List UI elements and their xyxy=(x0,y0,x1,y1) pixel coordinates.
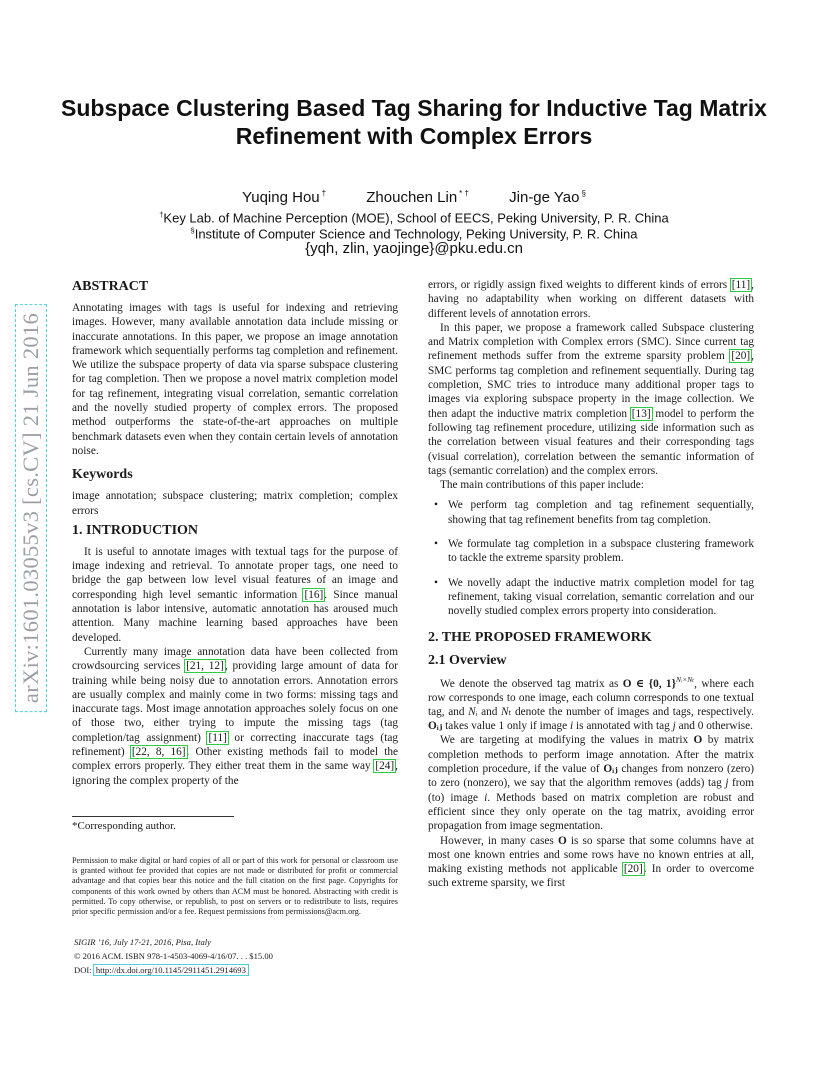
author-name: Jin-ge Yao xyxy=(509,189,580,206)
arxiv-sidebar-stamp xyxy=(14,258,48,758)
author-2 xyxy=(366,189,469,206)
math-oij: Oᵢⱼ xyxy=(428,720,443,733)
citation-link[interactable]: [13] xyxy=(631,407,651,420)
doi-line xyxy=(74,965,248,975)
citation-link[interactable]: [16] xyxy=(304,588,324,601)
overview-paragraph-1: We denote the observed tag matrix as O ∈ {0, 1}$^{Nᵢ\times N_t}$, where each row corresponds to one image, each column corresponds to one textual tag, and Nᵢ and Nₜ denote the number of images and tags, respectively. Oᵢⱼ takes value 1 only if image i is annotated with tag j and 0 otherwise. xyxy=(428,674,754,733)
overview-paragraph-2: We are targeting at modifying the values in matrix O by matrix completion methods to perform image annotation. After the matrix completion procedure, if the value of Oᵢⱼ changes from nonzero (zero) to zero (nonzero), we say that the algorithm removes (adds) tag j from (to) image i. Methods based on matrix completion are robust and efficient since they only operate on the tag matrix, avoiding error propagation from image segmentation. xyxy=(428,734,754,833)
overview-paragraph-3: However, in many cases O is so sparse that some columns have at most one known entries and some rows have no known entries at all, making existing methods not applicable [20]. In order to overcome such extreme sparsity, we first xyxy=(428,834,755,890)
intro-paragraph-3: In this paper, we propose a framework called Subspace clustering and Matrix completion with Complex errors (SMC). Since current tag refinement methods suffer from the extreme sparsity problem [20], SMC performs tag completion and refinement sequentially. During tag completion, SMC tries to introduce many additional proper tags to images via exploring subspace property in the image collection. We then adapt the inductive matrix completion [13] model to perform the following tag refinement procedure, utilizing side information such as the correlation between visual features and their corresponding tags (visual correlation), correlation between the semantic information of tags (semantic correlation) and the complex errors. xyxy=(428,321,754,477)
citation-link[interactable]: [11] xyxy=(731,279,751,291)
affiliation-mark: * † xyxy=(459,189,469,198)
math-superscript: Nᵢ×Nₜ xyxy=(676,674,695,684)
abstract-text: Annotating images with tags is useful for indexing and retrieving images. However, many available annotation data include missing or inaccurate annotations. In this paper, we propose an image annotation framework which sequentially performs tag completion and refinement. We utilize the subspace property of data via sparse subspace clustering for tag completion. Then we propose a novel matrix completion model for tag refinement, integrating visual correlation, semantic correlation and the novelly studied property of complex errors. The proposed method outperforms the state-of-the-art approaches on multiple benchmark datasets even when they contain certain levels of annotation noise. xyxy=(72,302,398,457)
citation-link[interactable]: [20] xyxy=(731,350,751,363)
section-2-heading: 2. THE PROPOSED FRAMEWORK xyxy=(428,629,652,645)
paper-title: Subspace Clustering Based Tag Sharing for Inductive Tag Matrix Refinement with Complex Errors xyxy=(61,95,767,149)
intro-paragraph-1: It is useful to annotate images with textual tags for the purpose of image indexing and retrieval. To annotate proper tags, one need to bridge the gap between low level visual features of an image and corresponding high level semantic information [16]. Since manual annotation is labor intensive, automatic annotation has aroused much attention. Many machine learning based approaches have been developed. xyxy=(72,545,398,644)
citation-link[interactable]: [20] xyxy=(623,863,643,876)
footnote-divider xyxy=(72,816,234,817)
affiliation-1: †Key Lab. of Machine Perception (MOE), School of EECS, Peking University, P. R. China xyxy=(159,210,669,226)
author-3 xyxy=(509,189,586,206)
affiliation-mark: † xyxy=(159,210,164,219)
intro-paragraph-2: Currently many image annotation data have been collected from crowdsourcing services [21, 12], providing large amount of data for training while being noisy due to annotation errors. Annotation errors are usually complex and mainly come in two forms: missing tags and inaccurate tags. Most image annotation approaches solely focus on one of those two, either trying to impute the missing tags (tag completion/tag assignment) [11] or correcting inaccurate tags (tag refinement) [22, 8, 16]. Other existing methods fail to model the complex errors properly. They either treat them in the same way [24], ignoring the complex property of the xyxy=(72,645,399,787)
math-tag-matrix: O ∈ {0, 1} xyxy=(622,677,677,690)
math-nt: Nₜ xyxy=(501,705,512,718)
arxiv-identifier[interactable]: arXiv:1601.03055v3 [cs.CV] 21 Jun 2016 xyxy=(15,304,47,712)
doi-label: DOI: xyxy=(74,965,94,975)
affiliation-mark: § xyxy=(581,189,586,198)
permission-notice: Permission to make digital or hard copies of all or part of this work for personal or classroom use is granted without fee provided that copies are not made or distributed for profit or commercial advantage and that copies bear this notice and the full citation on the first page. Copyrights for components of this work owned by others than ACM must be honored. Abstracting with credit is permitted. To copy otherwise, or republish, to post on servers or to redistribute to lists, requires prior specific permission and/or a fee. Request permissions from permissions@acm.org. xyxy=(72,856,398,917)
keywords-text: image annotation; subspace clustering; matrix completion; complex errors xyxy=(72,490,398,517)
affiliation-mark: † xyxy=(321,189,327,198)
copyright-line: © 2016 ACM. ISBN 978-1-4503-4069-4/16/07. . . $15.00 xyxy=(74,951,273,961)
list-item: • We formulate tag completion in a subspace clustering framework to tackle the extreme sparsity problem. xyxy=(448,537,754,566)
contributions-intro: The main contributions of this paper include: xyxy=(440,479,644,492)
citation-link[interactable]: [21, 12] xyxy=(186,660,224,673)
math-ni: Nᵢ xyxy=(468,705,478,718)
doi-link[interactable]: http://dx.doi.org/10.1145/2911451.2914693 xyxy=(95,965,246,975)
abstract-heading: ABSTRACT xyxy=(72,279,149,294)
right-column xyxy=(428,278,754,891)
author-name: Yuqing Hou xyxy=(242,189,320,206)
list-item: • We perform tag completion and tag refinement sequentially, showing that tag refinement benefits from tag completion. xyxy=(448,498,754,527)
continued-paragraph: errors, or rigidly assign fixed weights to different kinds of errors [11], having no adaptability when working on different datasets with different levels of annotation errors. xyxy=(428,279,754,320)
conference-info: SIGIR ’16, July 17-21, 2016, Pisa, Italy xyxy=(74,937,211,947)
author-1 xyxy=(242,189,326,206)
introduction-heading: 1. INTRODUCTION xyxy=(72,522,199,538)
author-list xyxy=(40,189,788,206)
keywords-heading: Keywords xyxy=(72,467,133,483)
author-name: Zhouchen Lin xyxy=(366,189,458,206)
list-item: • We novelly adapt the inductive matrix completion model for tag refinement, taking visual correlation, semantic correlation and our novelly studied complex errors property into consideration. xyxy=(448,576,754,619)
citation-link[interactable]: [11] xyxy=(208,731,227,744)
affiliation-2: §Institute of Computer Science and Technology, Peking University, P. R. China xyxy=(190,226,638,242)
citation-link[interactable]: [22, 8, 16] xyxy=(131,746,186,759)
subsection-2-1-heading: 2.1 Overview xyxy=(428,652,507,668)
citation-link[interactable]: [24] xyxy=(375,760,395,773)
affiliation-mark: § xyxy=(190,226,195,235)
left-column xyxy=(72,278,398,788)
contributions-list xyxy=(428,498,754,618)
footnote-corresponding-author: *Corresponding author. xyxy=(72,820,176,832)
author-emails: {yqh, zlin, yaojinge}@pku.edu.cn xyxy=(305,240,523,257)
